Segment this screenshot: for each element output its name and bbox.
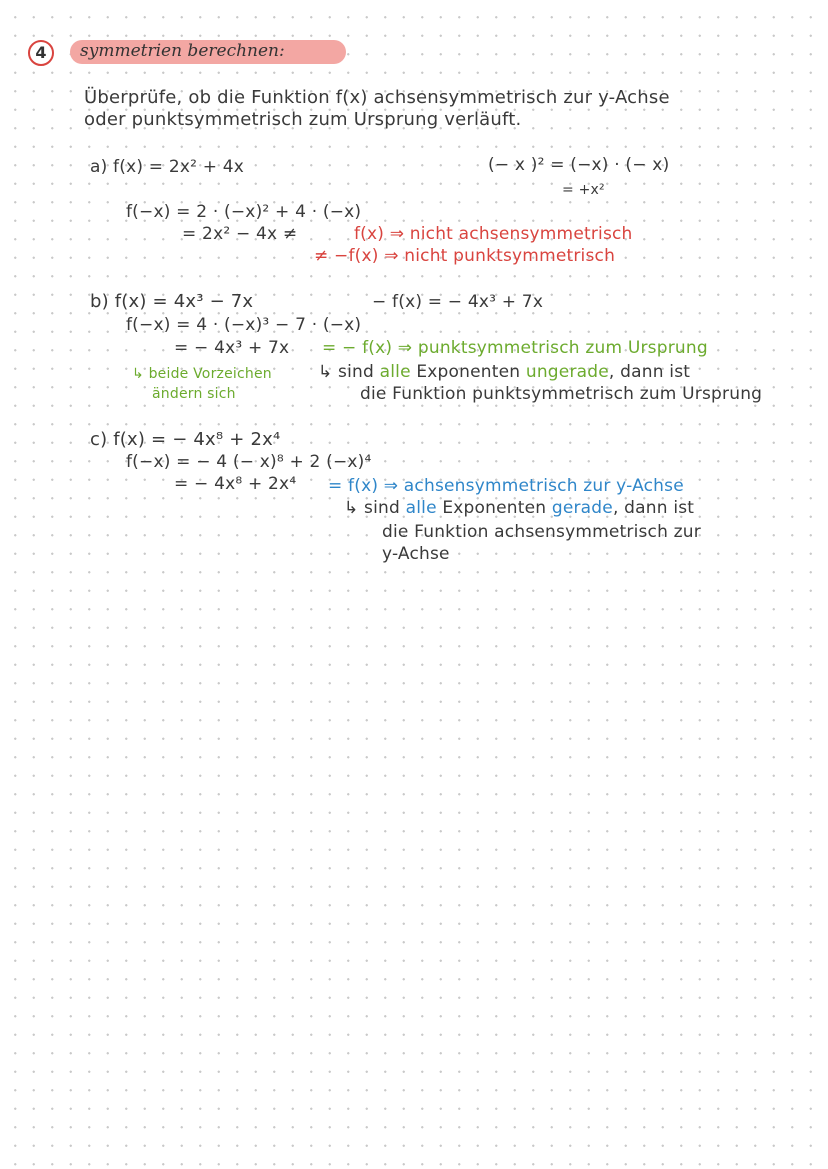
intro-line-2: oder punktsymmetrisch zum Ursprung verläuft. [84,109,522,130]
part-b-note-right-2: die Funktion punktsymmetrisch zum Ursprung [360,384,763,404]
part-c-note-2: die Funktion achsensymmetrisch zur [382,522,701,542]
part-b-side: − f(x) = − 4x³ + 7x [372,292,544,312]
part-a-side-calc-2: = +x² [562,182,605,198]
task-number-badge: 4 [28,40,54,66]
part-b-line-1: f(−x) = 4 · (−x)³ − 7 · (−x) [126,315,362,335]
part-b-line-2-note: = − f(x) ⇒ punktsymmetrisch zum Ursprung [322,338,708,358]
part-a-function: a) f(x) = 2x² + 4x [90,157,245,177]
intro-line-1: Überprüfe, ob die Funktion f(x) achsensymmetrisch zur y-Achse [84,87,670,108]
part-b-function: b) f(x) = 4x³ − 7x [90,291,254,312]
part-b-note-left-2: ändern sich [152,386,236,402]
part-a-line-1: f(−x) = 2 · (−x)² + 4 · (−x) [126,202,362,222]
part-a-line-2: = 2x² − 4x ≠ [182,224,298,244]
part-c-note-3: y-Achse [382,544,450,564]
part-c-note-1: ↳ sind alle Exponenten gerade, dann ist [344,498,695,518]
part-b-line-2: = − 4x³ + 7x [174,338,290,358]
part-a-line-2-note: f(x) ⇒ nicht achsensymmetrisch [354,224,633,244]
part-a-line-3-note: ≠ −f(x) ⇒ nicht punktsymmetrisch [314,246,616,266]
part-c-line-1: f(−x) = − 4 (− x)⁸ + 2 (−x)⁴ [126,452,372,472]
part-c-function: c) f(x) = − 4x⁸ + 2x⁴ [90,429,281,450]
heading-title: symmetrien berechnen: [80,41,285,61]
part-a-side-calc-1: (− x )² = (−x) · (− x) [488,155,670,175]
part-b-note-right-1: ↳ sind alle Exponenten ungerade, dann ist [318,362,691,382]
part-b-note-left-1: ↳ beide Vorzeichen [132,366,272,382]
part-c-line-2: = − 4x⁸ + 2x⁴ [174,474,297,494]
part-c-line-2-note: = f(x) ⇒ achsensymmetrisch zur y-Achse [328,476,684,496]
